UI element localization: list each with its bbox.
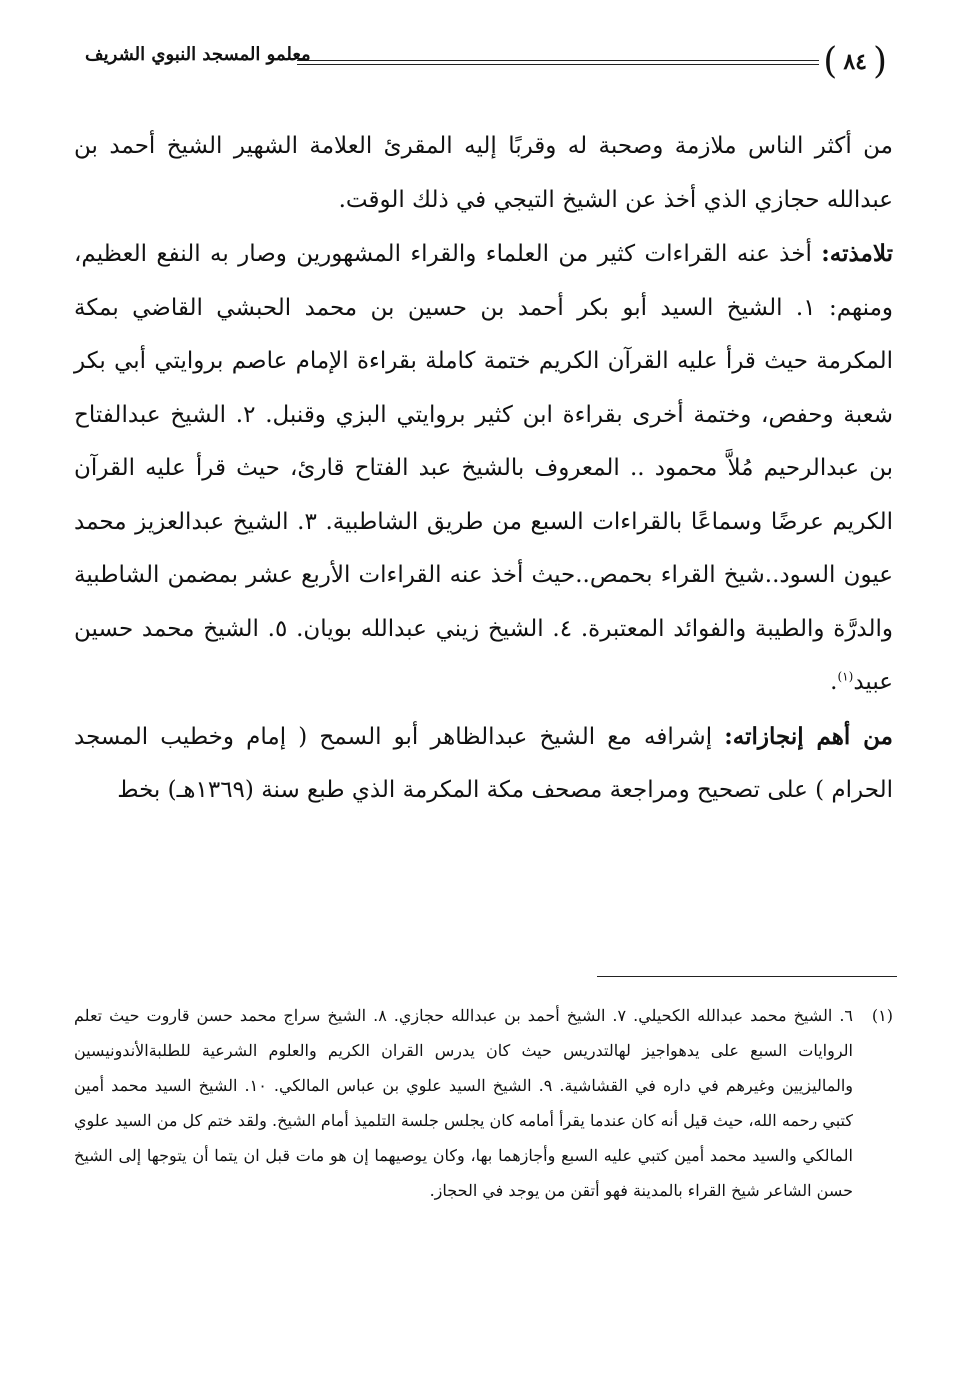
main-text bbox=[74, 120, 893, 818]
footnote-1 bbox=[74, 998, 893, 1208]
paragraph-intro: من أكثر الناس ملازمة وصحبة له وقربًا إليه المقرئ العلامة الشهير الشيخ أحمد بن عبدالله حجازي الذي أخذ عن الشيخ التيجي في ذلك الوقت. bbox=[74, 133, 893, 213]
footnote-separator bbox=[597, 976, 897, 977]
paragraph-achievements bbox=[74, 710, 893, 818]
paragraph-students bbox=[74, 227, 893, 710]
page-number-open-brace: ( bbox=[872, 41, 887, 82]
running-header-title: معلمو المسجد النبوي الشريف bbox=[85, 44, 311, 65]
page-number-close-brace: ) bbox=[823, 41, 838, 82]
students-heading: تلامذته: bbox=[821, 240, 893, 267]
page-number-value: ٨٤ bbox=[843, 49, 867, 75]
header-double-rule bbox=[297, 60, 819, 61]
footnote-text: ٦. الشيخ محمد عبدالله الكحيلي. ٧. الشيخ أحمد بن عبدالله حجازي. ٨. الشيخ سراج محمد حسن قاروت حيث تعلم الروايات السبع على يدهواجيز لهالتدريس حيث كان يدرس القران الكريم والعلوم الشرعية للطلبةالأندونيسين والماليزيين وغيرهم في داره في القشاشية. ٩. الشيخ السيد علوي بن عباس المالكي. ١٠. الشيخ السيد محمد أمين كتبي رحمه الله، حيث قيل أنه كان عندما يقرأ أمامه كان يجلس جلسة التلميذ أمام الشيخ. ولقد ختم كل من السيد علوي المالكي والسيد محمد أمين كتبي عليه السبع وأجازهما بها، وكان يوصيهما إن هو مات قبل ان يتما أن يتوجها إلى الشيخ حسن الشاعر شيخ القراء بالمدينة فهو أتقن من يوجد في الحجاز. bbox=[74, 1006, 854, 1200]
students-text: أخذ عنه القراءات كثير من العلماء والقراء المشهورين وصار به النفع العظيم، ومنهم: ١. الشيخ السيد أبو بكر أحمد بن حسين بن محمد الحبشي القاضي بمكة المكرمة حيث قرأ عليه القرآن الكريم ختمة كاملة بقراءة الإمام عاصم بروايتي أبي بكر شعبة وحفص، وختمة أخرى بقراءة ابن كثير بروايتي البزي وقنبل. ٢. الشيخ عبدالفتاح بن عبدالرحيم مُلاَّ محمود .. المعروف بالشيخ عبد الفتاح قارئ، حيث قرأ عليه القرآن الكريم عرضًا وسماعًا بالقراءات السبع من طريق الشاطبية. ٣. الشيخ عبدالعزيز محمد عيون السود..شيخ القراء بحمص..حيث أخذ عنه القراءات الأربع عشر بمضمن الشاطبية والدرَّة والطيبة والفوائد المعتبرة. ٤. الشيخ زيني عبدالله بويان. ٥. الشيخ محمد حسين عبيد bbox=[74, 241, 894, 695]
footnotes bbox=[74, 998, 893, 1208]
students-end: . bbox=[830, 669, 838, 695]
footnote-reference[interactable]: (١) bbox=[837, 669, 854, 684]
footnote-marker: (١) bbox=[871, 1006, 893, 1025]
page-header bbox=[85, 38, 897, 98]
achievements-text: إشرافه مع الشيخ عبدالظاهر أبو السمح ( إمام وخطيب المسجد الحرام ) على تصحيح ومراجعة مصحف مكة المكرمة الذي طبع سنة (١٣٦٩هـ) بخط bbox=[74, 723, 893, 803]
page-number bbox=[813, 40, 897, 84]
achievements-heading: من أهم إنجازاته: bbox=[724, 722, 893, 750]
